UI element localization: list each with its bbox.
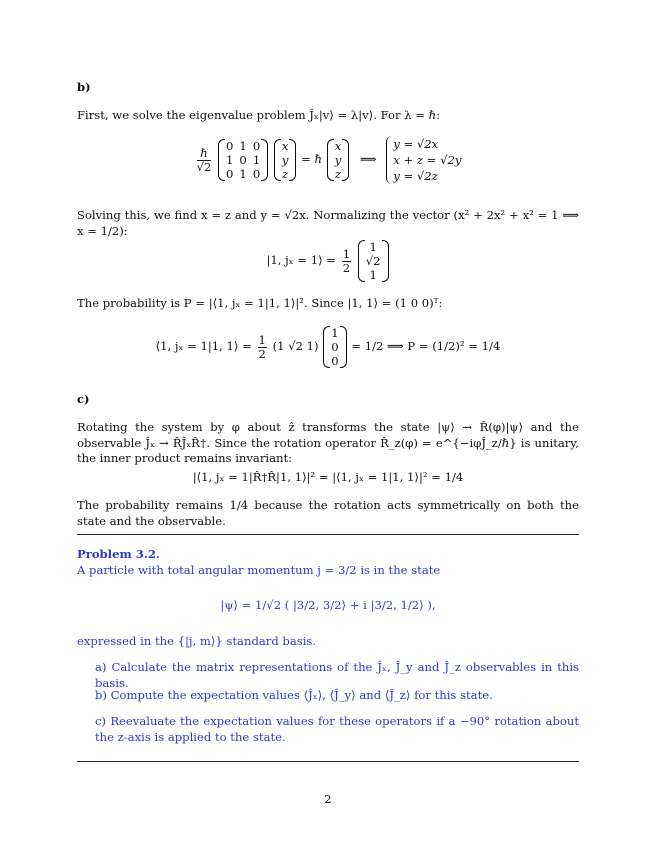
vector-xyz-right: x y z [327, 139, 350, 181]
problem-item-b: b) Compute the expectation values ⟨Ĵₓ⟩, ⟨Ĵ_y⟩ and ⟨Ĵ_z⟩ for this state. [95, 688, 493, 702]
invariance-equation: |⟨1, jₓ = 1|R̂†R̂|1, 1⟩|² = |⟨1, jₓ = 1|1, 1⟩|² = 1/4 [192, 470, 464, 484]
solving-text: Solving this, we find x = z and y = √2x. Normalizing the vector (x² + 2x² + x² = 1 ⟹ x = 1/2): [77, 208, 579, 238]
part-c-text: Rotating the system by φ about ẑ transforms the state |ψ⟩ → R̂(φ)|ψ⟩ and the observable Ĵₓ → R̂ĴₓR̂†. Since the rotation operator R̂_z(φ) = e^{−iφĴ_z/ℏ} is unitary, the inner product remains invariant: [77, 420, 579, 466]
eq-mid: = ℏ [301, 152, 323, 166]
part-c-conclusion: The probability remains 1/4 because the rotation acts symmetrically on both the state and the observable. [77, 498, 579, 528]
jx-matrix: 0 1 0 1 0 1 0 1 0 [218, 139, 268, 181]
inner-product-equation: ⟨1, jₓ = 1|1, 1⟩ = $\frac{1}{2}$ (1 √2 1) 1 0 0 = 1/2 ⟹ P = (1/2)² = 1/4 [155, 326, 501, 368]
equation-system: y = √2x x + z = √2y y = √2z [386, 136, 461, 184]
basis-column: 1 0 0 [323, 326, 346, 368]
probability-text: The probability is P = |⟨1, jₓ = 1|1, 1⟩|². Since |1, 1⟩ = (1 0 0)ᵀ: [77, 296, 443, 310]
problem-item-a: a) Calculate the matrix representations of the Ĵₓ, Ĵ_y and Ĵ_z observables in this basis. [95, 660, 580, 690]
divider-bottom [77, 761, 579, 762]
hbar-over-root2: $\frac{\text{ℏ}}{√2}$ [196, 145, 212, 174]
part-c-heading: c) [77, 392, 90, 406]
page-number: 2 [324, 792, 332, 806]
problem-title: Problem 3.2. [77, 547, 160, 561]
divider-top [77, 534, 579, 535]
implies-symbol: ⟹ [359, 152, 377, 166]
part-b-intro: First, we solve the eigenvalue problem Ĵₓ|v⟩ = λ|v⟩. For λ = ℏ: [77, 108, 441, 122]
normalized-state: |1, jₓ = 1⟩ = $\frac{1}{2}$ 1 √2 1 [77, 240, 579, 282]
vector-xyz-left: x y z [274, 139, 297, 181]
state-vector: 1 √2 1 [358, 240, 389, 282]
problem-item-c: c) Reevaluate the expectation values for these operators if a −90° rotation about the z-axis is applied to the state. [95, 714, 579, 744]
problem-state-equation: |ψ⟩ = 1/√2 ( |3/2, 3/2⟩ + i |3/2, 1/2⟩ ), [220, 598, 436, 612]
part-b-heading: b) [77, 80, 91, 94]
problem-statement: A particle with total angular momentum j = 3/2 is in the state [77, 563, 441, 577]
matrix-equation [77, 136, 579, 184]
problem-basis: expressed in the {|j, m⟩} standard basis. [77, 634, 317, 648]
page [77, 0, 579, 848]
